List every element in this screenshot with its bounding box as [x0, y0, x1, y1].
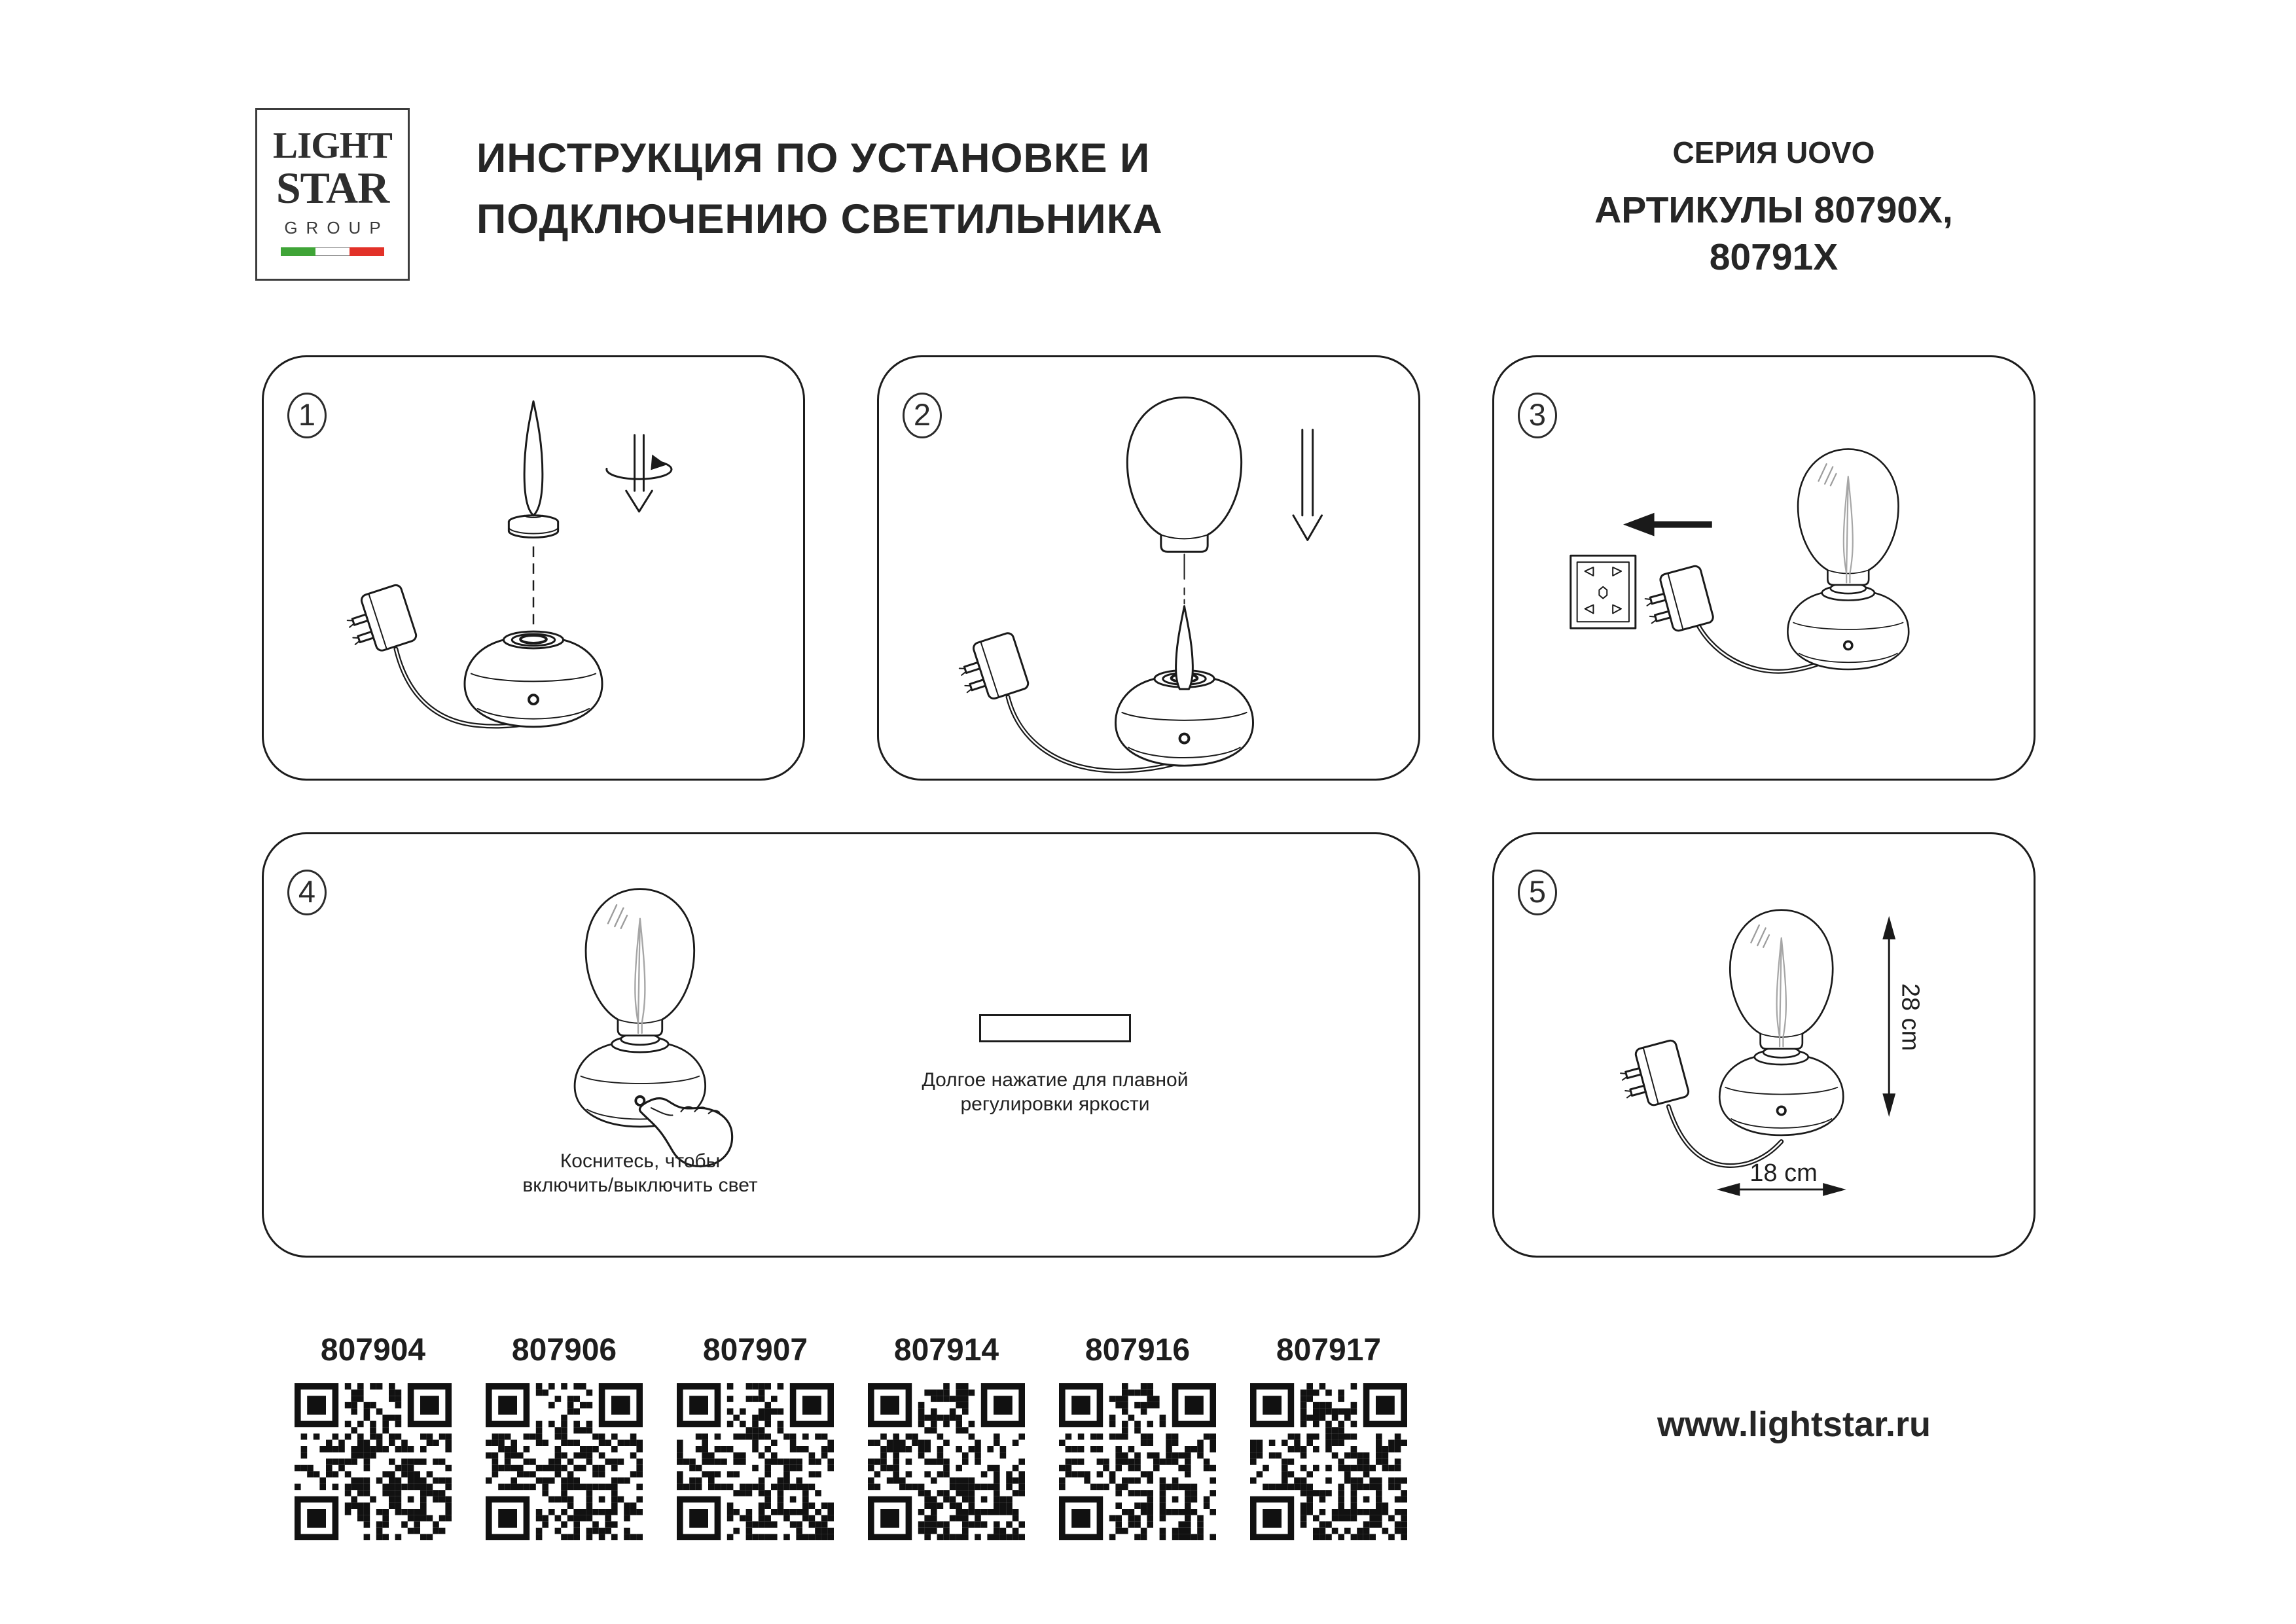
page-title-line2: ПОДКЛЮЧЕНИЮ СВЕТИЛЬНИКА — [476, 196, 1163, 242]
website-url: www.lightstar.ru — [1657, 1405, 1931, 1444]
articles-line2: 80791X — [1709, 236, 1839, 278]
step-panel-5 — [1492, 832, 2036, 1258]
qr-code-icon — [486, 1383, 643, 1540]
logo-text-light: LIGHT — [273, 125, 392, 166]
page-title-line1: ИНСТРУКЦИЯ ПО УСТАНОВКЕ И — [476, 135, 1151, 181]
qr-code-icon — [295, 1383, 452, 1540]
power-adapter-icon — [342, 584, 418, 658]
assembled-lamp-icon — [1787, 449, 1909, 669]
step-number-1: 1 — [287, 393, 327, 438]
step-number-5: 5 — [1518, 870, 1557, 915]
series-info — [1492, 135, 2055, 283]
width-dimension-label: 18 cm — [1749, 1159, 1818, 1187]
logo-text-star: STAR — [276, 163, 389, 213]
diffuser-icicle-icon — [509, 401, 558, 537]
step-panel-1 — [262, 355, 805, 781]
article-number: 807904 — [320, 1333, 426, 1368]
step2-drawing — [879, 357, 1418, 779]
height-dimension-label: 28 cm — [1896, 983, 1924, 1051]
qr-code-icon — [1059, 1383, 1216, 1540]
flag-red-segment — [350, 247, 384, 256]
logo-text-group: GROUP — [284, 218, 389, 238]
italian-flag-stripe — [281, 247, 384, 256]
flag-white-segment — [315, 247, 350, 256]
lamp-base-icon — [465, 631, 602, 727]
step5-drawing — [1494, 834, 2034, 1256]
step4-drawing — [264, 834, 1418, 1256]
product-qr-807904 — [278, 1332, 468, 1555]
articles-line1: АРТИКУЛЫ 80790X, — [1594, 189, 1953, 231]
assembled-lamp-icon — [1719, 910, 1843, 1135]
power-adapter-icon — [1616, 1039, 1690, 1111]
power-adapter-icon — [954, 631, 1030, 706]
installed-spike-icon — [1176, 606, 1193, 689]
assembled-lamp-icon — [575, 889, 706, 1127]
height-dimension-arrow-icon — [1882, 916, 1895, 1117]
hold-caption — [891, 1068, 1219, 1116]
series-name: СЕРИЯ UOVO — [1672, 135, 1875, 169]
wall-socket-icon — [1571, 556, 1636, 628]
touch-caption-line1: Коснитесь, чтобы — [560, 1150, 721, 1172]
article-number: 807916 — [1085, 1333, 1191, 1368]
step-number-3: 3 — [1518, 393, 1557, 438]
product-qr-807914 — [852, 1332, 1041, 1555]
qr-code-icon — [1250, 1383, 1407, 1540]
step-panel-3 — [1492, 355, 2036, 781]
lightstar-logo — [255, 108, 410, 281]
qr-code-icon — [868, 1383, 1025, 1540]
long-press-indicator — [979, 1014, 1131, 1042]
touch-caption — [476, 1149, 804, 1197]
hold-caption-line1: Долгое нажатие для плавной — [922, 1069, 1189, 1091]
touch-caption-line2: включить/выключить свет — [522, 1174, 758, 1196]
article-number: 807906 — [511, 1333, 617, 1368]
product-qr-807917 — [1234, 1332, 1424, 1555]
article-number: 807914 — [893, 1333, 999, 1368]
product-qr-807916 — [1043, 1332, 1232, 1555]
step-number-4: 4 — [287, 870, 327, 915]
step-panel-2 — [877, 355, 1420, 781]
page-title — [476, 128, 1393, 250]
plug-in-arrow-icon — [1623, 513, 1712, 537]
screw-down-arrow-icon — [607, 435, 672, 512]
step-number-2: 2 — [903, 393, 942, 438]
glass-shade-icon — [1127, 397, 1241, 552]
flag-green-segment — [281, 247, 315, 256]
step3-drawing — [1494, 357, 2034, 779]
hold-caption-line2: регулировки яркости — [960, 1093, 1150, 1115]
product-qr-807907 — [660, 1332, 850, 1555]
step-panel-4 — [262, 832, 1420, 1258]
qr-code-icon — [677, 1383, 834, 1540]
power-adapter-icon — [1640, 565, 1714, 637]
step1-drawing — [264, 357, 803, 779]
product-qr-807906 — [469, 1332, 659, 1555]
down-arrow-icon — [1293, 430, 1322, 540]
article-number: 807917 — [1276, 1333, 1382, 1368]
article-number: 807907 — [702, 1333, 808, 1368]
